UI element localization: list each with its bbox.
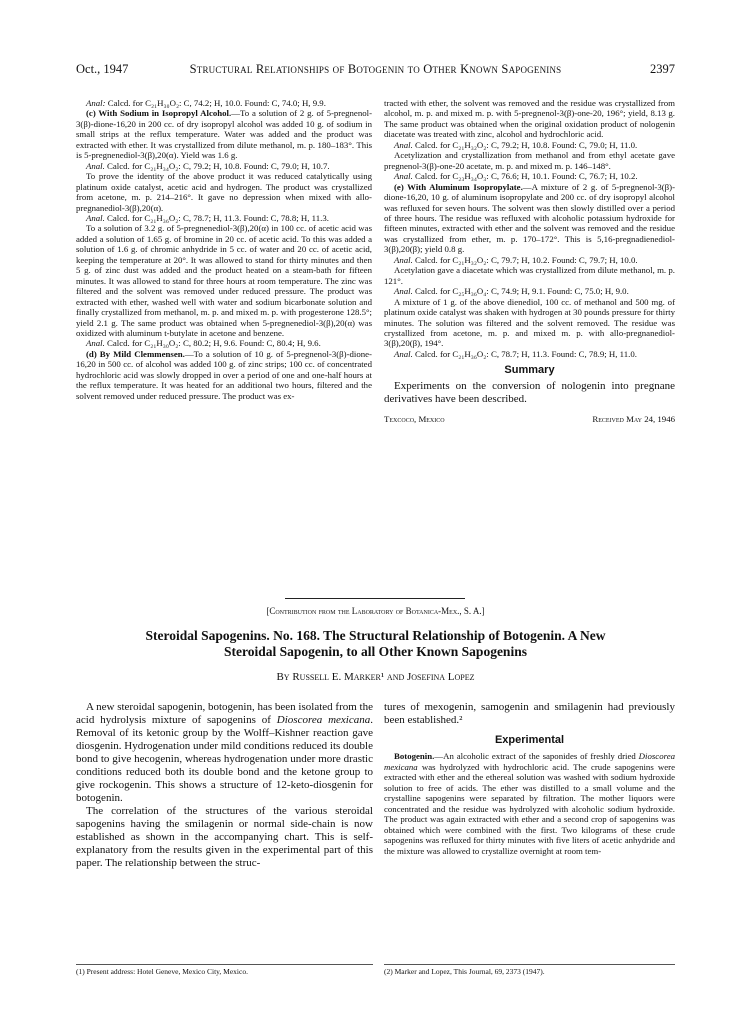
contribution-line: [Contribution from the Laboratory of Botanica-Mex., S. A.] <box>266 606 485 616</box>
article-title-line2: Steroidal Sapogenin, to all Other Known Sapogenins <box>224 644 527 659</box>
article-separator-rule <box>285 598 465 599</box>
paragraph <box>76 161 372 171</box>
paragraph <box>76 701 373 805</box>
running-header <box>76 62 675 80</box>
footnote-1: (1) Present address: Hotel Geneve, Mexico City, Mexico. <box>76 964 373 976</box>
paragraph <box>76 171 372 213</box>
paragraph-lead: Anal: <box>86 98 106 108</box>
summary-text: Experiments on the conversion of nologenin into pregnane derivatives have been described. <box>384 379 675 405</box>
paragraph <box>76 805 373 870</box>
header-page-number: 2397 <box>650 62 675 76</box>
run-in-heading: Botogenin. <box>394 751 435 762</box>
paragraph-text: A mixture of 1 g. of the above dienediol, 100 cc. of methanol and 500 mg. of platinum oxide catalyst was shaken with hydrogen at 30 pounds pressure for thirty minutes. The solution was filtered and the solvent removed. The residue was crystallized from acetone, m. p. and mixed m. p. with allo-pregnanediol-3(β),20(β), 194°. <box>384 296 675 349</box>
paragraph-text: Acetylization and crystallization from methanol and from ethyl acetate gave pregnenol-3(β)-one-20 acetate, m. p. and mixed m. p. 146–148°. <box>384 150 675 171</box>
paragraph <box>384 98 675 140</box>
top-left-column <box>76 98 372 401</box>
paragraph <box>384 349 675 359</box>
botogenin-paragraph <box>384 751 675 856</box>
paragraph-text: Calcd. for C₂₁H₃₀O₂: C, 80.2; H, 9.6. Found: C, 80.4; H, 9.6. <box>104 338 321 349</box>
paragraph <box>384 286 675 296</box>
paragraph-text: —To a solution of 10 g. of 5-pregnenol-3(β)-dione-16,20 in 500 cc. of alcohol was added 100 g. of zinc strips; 100 cc. of concentrated hydrochloric acid was slowly dropped in over a period of one and one-half hours at the reflux temperature. It was heated for an additional two hours, filtered and the solvent removed under reduced pressure. The product was ex- <box>76 348 372 401</box>
experimental-heading: Experimental <box>494 734 565 746</box>
paragraph-text: Calcd. for C₂₁H₃₆O₂: C, 78.7; H, 11.3. Found: C, 78.9; H, 11.0. <box>412 348 637 359</box>
paragraph-lead: Anal. <box>394 348 413 359</box>
paragraph-text: The correlation of the structures of the various steroidal sapogenins having the smilagenin or normal side-chain is now established as shown in the accompanying chart. This is self-explanatory from the results given in the experimental part of this paper. The relationship between the struc- <box>76 805 373 869</box>
paragraph-lead: Anal. <box>394 254 413 265</box>
paragraph <box>384 255 675 265</box>
continued-intro: tures of mexogenin, samogenin and smilagenin had previously been established.² <box>384 701 675 726</box>
paragraph-lead: (e) With Aluminum Isopropylate. <box>394 181 523 192</box>
dateline-received: Received May 24, 1946 <box>592 413 675 424</box>
paragraph-text: To a solution of 3.2 g. of 5-pregnenediol-3(β),20(α) in 100 cc. of acetic acid was added a solution of 1.65 g. of bromine in 20 cc. of acetic acid. To this was added a solution of 1.6 g. of chromic anhydride in 5 cc. of water and 20 cc. of acetic acid, keeping the temperature at 20°. It was allowed to stand for thirty minutes and then 5 g. of zinc dust was added and the product heated on a steam-bath for fifteen minutes. It was allowed to stand for three hours at room temperature. The zinc was filtered and the solvent was removed under reduced pressure. The product was extracted with ether, washed well with water and sodium bicarbonate solution and finally crystallized from methanol, m. p. and mixed m. p. with progesterone 128.5°; yield 2.1 g. The same product was obtained when 5-pregnenediol-3(β),20(α) was oxidized with aluminum t-butylate in acetone and benzene. <box>76 223 372 338</box>
dateline-place: Texcoco, Mexico <box>384 413 445 424</box>
species-name: Dioscorea mexicana <box>276 714 371 726</box>
paragraph-text: Acetylation gave a diacetate which was crystallized from dilute methanol, m. p. 121°. <box>384 265 675 286</box>
paragraph-lead: (c) With Sodium in Isopropyl Alcohol. <box>86 108 232 119</box>
paragraph <box>76 223 372 338</box>
top-right-column <box>384 98 675 428</box>
paragraph <box>384 297 675 349</box>
bottom-left-column <box>76 701 373 870</box>
paragraph-text: . Removal of its ketonic group by the Wolff–Kishner reaction gave diosgenin. Hydrogenation under mild conditions reduced its double bond to give hecogenin, whereas hydrogenation under more drastic conditions reduced both its double bond and the ketone group to give rockogenin. This shows a structure of 12-keto-diosgenin for botogenin. <box>76 714 373 804</box>
paragraph-text: Calcd. for C₂₁H₃₀O₂: C, 74.2; H, 10.0. Found: C, 74.0; H, 9.9. <box>105 98 326 108</box>
article-title <box>76 628 675 660</box>
header-date: Oct., 1947 <box>76 62 129 76</box>
paragraph-lead: Anal. <box>394 286 413 297</box>
paragraph <box>384 171 675 181</box>
footnote-2: (2) Marker and Lopez, This Journal, 69, 2373 (1947). <box>384 964 675 976</box>
paragraph-text: Calcd. for C₂₁H₃₂O₂: C, 79.2; H, 10.8. Found: C, 79.0; H, 11.0. <box>412 139 638 150</box>
paragraph-text: Calcd. for C₂₅H₃₆O₄: C, 74.9; H, 9.1. Found: C, 75.0; H, 9.0. <box>412 286 629 297</box>
paragraph <box>384 150 675 171</box>
dateline <box>384 414 675 428</box>
paragraph-text: was hydrolyzed with hydrochloric acid. The crude sapogenins were extracted with ether and the ethereal solution was washed with sodium hydroxide solution to free of acids. The ether was distilled to a small volume and the crystalline sapogenins were separated by filtration. The mother liquors were concentrated and the residue was hydrolyzed with alcoholic sodium hydroxide. The product was again extracted with ether and a second crop of sapogenins was obtained which were combined with the first. Two kilograms of these crude sapogenins was refluxed for thirty minutes with five liters of acetic anhydride and the mixture was allowed to crystallize overnight at room tem- <box>384 761 675 856</box>
paragraph <box>384 182 675 255</box>
paragraph-text: A new steroidal sapogenin, botogenin, has been isolated from the acid hydrolysis mixture of sapogenins of <box>76 701 373 726</box>
paragraph-text: Calcd. for C₂₁H₃₄O₂: C, 79.2; H, 10.8. Found: C, 79.0; H, 10.7. <box>104 160 330 171</box>
header-running-title: Structural Relationships of Botogenin to Other Known Sapogenins <box>189 62 562 76</box>
paragraph-text: Calcd. for C₂₁H₃₆O₂: C, 78.7; H, 11.3. Found: C, 78.8; H, 11.3. <box>104 212 329 223</box>
paragraph <box>76 108 372 160</box>
paragraph-lead: (d) By Mild Clemmensen. <box>86 348 185 359</box>
paragraph-text: Calcd. for C₂₃H₃₄O₃: C, 76.6; H, 10.1. Found: C, 76.7; H, 10.2. <box>412 171 638 182</box>
paragraph <box>76 98 372 108</box>
paragraph-text: —A mixture of 2 g. of 5-pregnenol-3(β)-dione-16,20, 10 g. of aluminum isopropylate and 200 cc. of dry isopropyl alcohol was refluxed for seven hours. The solvent was then slowly distilled over a period of three hours. The residue was refluxed with alcoholic potassium hydroxide for fifteen minutes, extracted with ether and the solvent was removed and the residue was crystallized from ether, m. p. 170–172°. This is 5,16-pregnadienediol-3(β),20(β); yield 0.8 g. <box>384 181 675 255</box>
paragraph <box>76 213 372 223</box>
article-title-line1: Steroidal Sapogenins. No. 168. The Structural Relationship of Botogenin. A New <box>145 628 606 643</box>
paragraph-lead: Anal. <box>394 139 413 150</box>
paragraph-lead: Anal. <box>86 160 105 171</box>
paragraph <box>384 265 675 286</box>
paragraph-lead: Anal. <box>394 171 413 182</box>
article-authors: By Russell E. Marker¹ and Josefina Lopez <box>276 671 475 683</box>
paragraph-lead: Anal. <box>86 212 105 223</box>
summary-heading: Summary <box>504 364 555 377</box>
paragraph <box>76 349 372 401</box>
paragraph <box>384 140 675 150</box>
paragraph-text: —An alcoholic extract of the saponides of freshly dried <box>434 751 639 762</box>
paragraph-lead: Anal. <box>86 338 105 349</box>
paragraph-text: To prove the identity of the above product it was reduced catalytically using platinum oxide catalyst, acetic acid and hydrogen. The product was crystallized from acetone, m. p. 214–216°. It gave no depression when mixed with allo-pregnanediol-3(β),20(α). <box>76 171 372 213</box>
paragraph <box>76 338 372 348</box>
paragraph-text: tracted with ether, the solvent was removed and the residue was crystallized from alcohol, m. p. and mixed m. p. with 5-pregnenol-3(β)-one-20, 196°; yield, 8.13 g. The same product was obtained when the original oxidation product of nologenin diacetate was treated with zinc, alcohol and hydrochloric acid. <box>384 98 675 140</box>
paragraph-text: Calcd. for C₂₁H₃₂O₂: C, 79.7; H, 10.2. Found: C, 79.7; H, 10.0. <box>412 254 638 265</box>
paragraph-text: —To a solution of 2 g. of 5-pregnenol-3(β)-dione-16,20 in 200 cc. of dry isopropyl alcohol was added 10 g. of sodium in small strips at the reflux temperature. Water was added and the product was extracted with ether. It was crystallized from dilute methanol, m. p. 180–183°. This is 5-pregnenediol-3(β),20(α). Yield was 1.6 g. <box>76 108 373 161</box>
bottom-right-column <box>384 701 675 856</box>
species-name: Dioscorea mexicana <box>384 751 675 772</box>
